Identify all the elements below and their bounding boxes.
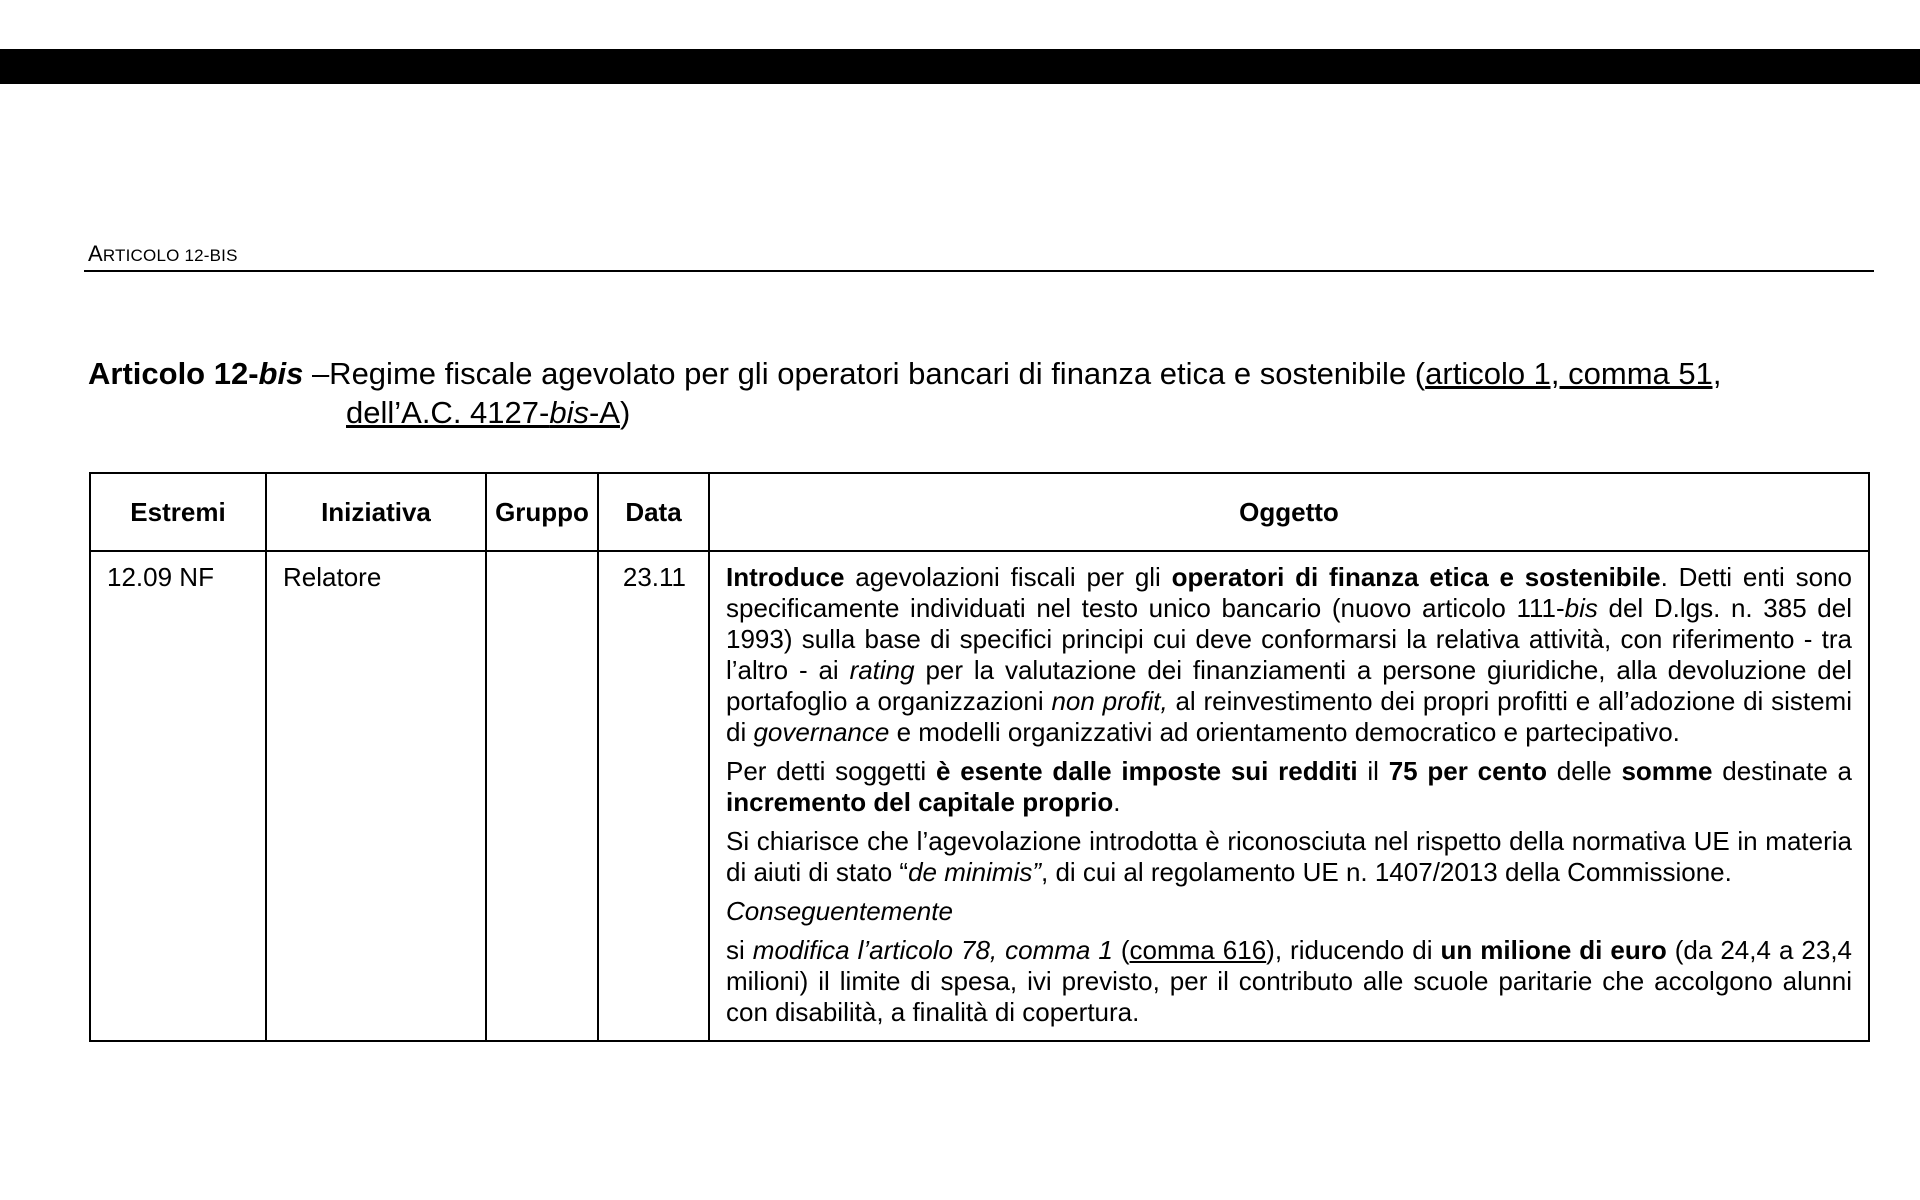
comma-616-link[interactable]: comma 616 xyxy=(1129,935,1267,965)
text: modifica l’articolo 78, comma 1 xyxy=(752,935,1113,965)
text: e modelli organizzativi ad orientamento democratico e partecipativo. xyxy=(889,717,1680,747)
cell-gruppo xyxy=(486,551,598,1041)
text: 75 per cento xyxy=(1388,756,1547,786)
text: un milione di euro xyxy=(1440,935,1667,965)
oggetto-paragraph-3 xyxy=(726,826,1852,888)
text: Per detti soggetti xyxy=(726,756,936,786)
text: . Detti enti sono specificamente individuati nel testo unico bancario (nuovo articolo 111- xyxy=(726,562,1853,623)
header-rule xyxy=(84,270,1874,272)
text: governance xyxy=(753,717,890,747)
heading-ref-bis: bis xyxy=(549,395,589,430)
text: rating xyxy=(849,655,915,685)
running-header-initial: A xyxy=(88,241,103,266)
text: ), riducendo di xyxy=(1266,935,1441,965)
text: per la valutazione dei finanziamenti a persone giuridiche, alla devoluzione del portafoglio a organizzazioni xyxy=(726,655,1852,716)
cell-estremi: 12.09 NF xyxy=(90,551,266,1041)
cell-iniziativa: Relatore xyxy=(266,551,486,1041)
table-row xyxy=(90,551,1869,1041)
text: delle xyxy=(1546,756,1622,786)
text: ( xyxy=(1112,935,1130,965)
article-heading xyxy=(88,354,1870,432)
oggetto-paragraph-1 xyxy=(726,562,1852,748)
text: operatori di finanza etica e sostenibile xyxy=(1171,562,1661,592)
running-header xyxy=(88,241,238,267)
text: (da 24,4 a 23,4 milioni) il limite di spesa, ivi previsto, per il contributo alle scuole paritarie che accolgono alunni con disabilità, a finalità di copertura. xyxy=(726,935,1853,1027)
amendments-table xyxy=(89,472,1870,1042)
oggetto-paragraph-4 xyxy=(726,896,1852,927)
heading-article-label: Articolo 12- xyxy=(88,356,259,391)
heading-reference-link-cont[interactable] xyxy=(346,395,620,430)
running-header-rest: RTICOLO 12- xyxy=(102,246,210,265)
heading-reference-link[interactable]: articolo 1, comma 51, xyxy=(1425,356,1722,391)
text: è esente dalle imposte sui redditi xyxy=(935,756,1358,786)
text: . xyxy=(1113,787,1121,817)
oggetto-paragraph-2 xyxy=(726,756,1852,818)
text: somme xyxy=(1621,756,1713,786)
heading-close-paren: ) xyxy=(619,395,631,430)
heading-ref-suffix: -A xyxy=(588,395,620,430)
oggetto-paragraph-5 xyxy=(726,935,1852,1028)
text: destinate a xyxy=(1712,756,1853,786)
text: del D.lgs. n. 385 del 1993) sulla base di specifici principi cui deve conformarsi la relativa attività, con riferimento - tra l’altro - ai xyxy=(726,593,1852,685)
running-header-suffix: BIS xyxy=(209,246,238,265)
text: al reinvestimento dei propri profitti e all’adozione di sistemi di xyxy=(726,686,1852,747)
text: Introduce xyxy=(726,562,845,592)
heading-title: –Regime fiscale agevolato per gli operatori bancari di finanza etica e sostenibile ( xyxy=(303,356,1426,391)
text: il xyxy=(1357,756,1389,786)
top-black-bar xyxy=(0,49,1920,84)
text: si xyxy=(726,935,753,965)
header-estremi: Estremi xyxy=(90,473,266,551)
text: Conseguentemente xyxy=(726,896,953,926)
cell-oggetto xyxy=(709,551,1869,1041)
text: agevolazioni fiscali per gli xyxy=(844,562,1172,592)
header-oggetto: Oggetto xyxy=(709,473,1869,551)
cell-data: 23.11 xyxy=(598,551,709,1041)
text: incremento del capitale proprio xyxy=(726,787,1114,817)
text: de minimis” xyxy=(908,857,1042,887)
header-data: Data xyxy=(598,473,709,551)
header-iniziativa: Iniziativa xyxy=(266,473,486,551)
text: Si chiarisce che l’agevolazione introdotta è riconosciuta nel rispetto della normativa UE in materia di aiuti di stato “ xyxy=(726,826,1852,887)
table-header-row xyxy=(90,473,1869,551)
heading-ref-part: dell’A.C. 4127- xyxy=(346,395,550,430)
header-gruppo: Gruppo xyxy=(486,473,598,551)
heading-bis: bis xyxy=(258,356,304,391)
text: , di cui al regolamento UE n. 1407/2013 della Commissione. xyxy=(1041,857,1732,887)
text: bis xyxy=(1564,593,1598,623)
text: non profit, xyxy=(1051,686,1168,716)
